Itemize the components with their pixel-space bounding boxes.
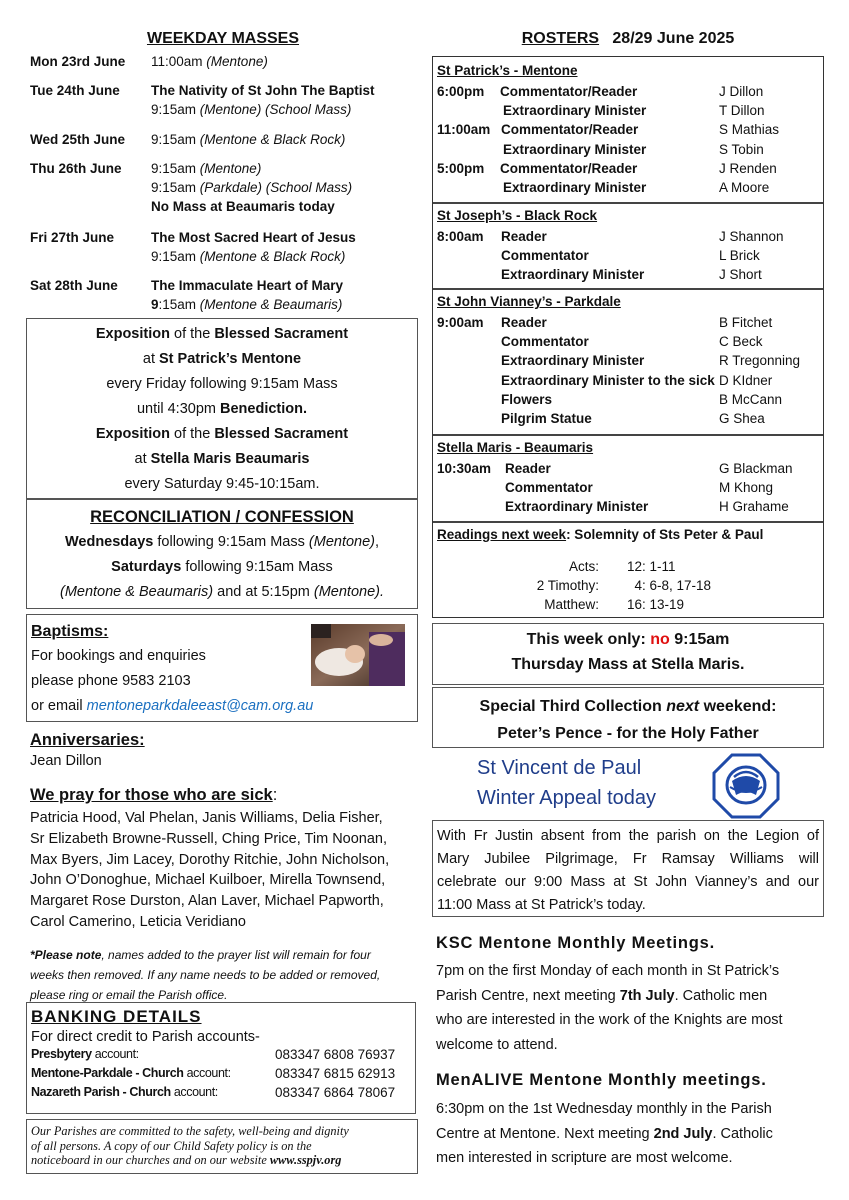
- ksc-date: 7th July: [619, 987, 675, 1004]
- roster-role: Flowers: [501, 391, 553, 407]
- reconciliation-loc-3: (Mentone).: [313, 584, 384, 600]
- mass-location: (Mentone): [199, 161, 262, 176]
- mass-day: Mon 23rd June: [30, 54, 126, 69]
- bank-account-suffix: account:: [170, 1085, 218, 1099]
- mass-line: [151, 130, 345, 149]
- roster-role: Extraordinary Minister: [501, 267, 645, 283]
- reconciliation-text-3: and at 5:15pm: [213, 584, 314, 600]
- roster-divider: [433, 288, 823, 290]
- note-line-1: , names added to the prayer list will remain for four: [101, 948, 371, 962]
- ksc-line-2a: Parish Centre, next meeting: [436, 987, 620, 1004]
- sick-colon: :: [272, 786, 278, 804]
- mass-day: Tue 24th June: [30, 83, 120, 98]
- baptisms-email-link[interactable]: mentoneparkdaleeast@cam.org.au: [86, 698, 314, 714]
- mass-line: [151, 197, 352, 216]
- roster-time: 5:00pm: [437, 160, 485, 176]
- collection-b: weekend:: [699, 698, 777, 715]
- ksc-title: KSC Mentone Monthly Meetings.: [436, 934, 715, 952]
- roster-role: Extraordinary Minister: [503, 141, 647, 157]
- mass-location: (Mentone) (School Mass): [199, 102, 352, 117]
- safety-box: [26, 1119, 418, 1174]
- mass-feast: The Immaculate Heart of Mary: [151, 278, 344, 293]
- roster-time: 8:00am: [437, 229, 484, 244]
- mass-line: [151, 276, 343, 295]
- roster-divider: [433, 434, 823, 436]
- roster-name: H Grahame: [719, 499, 789, 515]
- roster-row: [433, 332, 825, 351]
- mass-lines: [151, 159, 352, 216]
- roster-role: Commentator: [501, 334, 589, 350]
- banking-intro: For direct credit to Parish accounts-: [31, 1029, 260, 1045]
- readings-divider: [433, 521, 823, 523]
- bank-account-number: 083347 6864 78067: [275, 1085, 396, 1100]
- note-line-2: weeks then removed. If any name needs to be added or removed,: [30, 968, 381, 982]
- thisweek-line-2: Thursday Mass at Stella Maris.: [511, 656, 745, 673]
- weekday-masses-title: WEEKDAY MASSES: [146, 30, 300, 47]
- mass-time: 9:15am: [151, 102, 200, 117]
- roster-time: 11:00am: [437, 122, 491, 138]
- reconciliation-loc-2: (Mentone & Beaumaris): [59, 584, 214, 600]
- exposition-schedule-1: every Friday following 9:15am Mass: [106, 376, 338, 392]
- exposition-church-1: St Patrick’s Mentone: [159, 351, 302, 367]
- banking-title: BANKING DETAILS: [31, 1007, 202, 1026]
- roster-row: [433, 246, 825, 265]
- sick-title: [30, 786, 277, 805]
- thisweek-b: 9:15am: [669, 631, 730, 648]
- ksc-line-2c: . Catholic men: [674, 987, 768, 1004]
- roster-row: [433, 497, 825, 516]
- mass-feast: The Nativity of St John The Baptist: [151, 83, 375, 98]
- bank-account-label: [31, 1085, 218, 1099]
- exposition-until: until 4:30pm: [136, 401, 220, 417]
- thisweek-a: This week only:: [526, 631, 651, 648]
- svdp-appeal: [477, 753, 656, 813]
- blessed-sacrament-2: Blessed Sacrament: [214, 426, 349, 442]
- roster-row: [433, 390, 825, 409]
- reconciliation-loc-1: (Mentone): [308, 534, 375, 550]
- roster-row: [433, 120, 825, 139]
- roster-row: [433, 409, 825, 428]
- fr-justin-text: [437, 825, 819, 917]
- fr-justin-line: 11:00 Mass at St Patrick’s today.: [437, 897, 646, 913]
- svdp-line-2: Winter Appeal today: [477, 787, 656, 809]
- collection-next: next: [666, 698, 700, 715]
- exposition-box: [26, 318, 418, 499]
- safety-line-2: of all persons. A copy of our Child Safety policy is on the: [31, 1138, 312, 1153]
- menalive-line-2c: . Catholic: [712, 1125, 773, 1142]
- roster-role: Extraordinary Minister: [505, 499, 649, 515]
- roster-role: Commentator/Reader: [500, 160, 638, 176]
- anniversaries-title: Anniversaries:: [30, 731, 145, 749]
- rosters-title-text: ROSTERS: [521, 30, 600, 47]
- baptisms-box: [26, 614, 418, 722]
- bank-account-name: Mentone-Parkdale - Church: [31, 1066, 184, 1080]
- fr-justin-line: celebrate our 9:00 Mass at St John Vianney’s and our: [437, 874, 819, 890]
- baptisms-line-1: For bookings and enquiries: [31, 648, 206, 664]
- roster-role: Commentator: [505, 480, 593, 496]
- roster-time: 10:30am: [437, 461, 492, 476]
- anniversaries-names: Jean Dillon: [30, 753, 102, 769]
- roster-row: [433, 313, 825, 332]
- reconciliation-comma: ,: [375, 534, 380, 550]
- roster-church: St John Vianney’s - Parkdale: [437, 294, 621, 309]
- mass-location: (Mentone): [206, 54, 268, 69]
- menalive-line-3: men interested in scripture are most welcome.: [436, 1150, 733, 1166]
- bank-account-name: Nazareth Parish - Church: [31, 1085, 171, 1099]
- thisweek-box: [432, 623, 824, 685]
- sick-line: Max Byers, Jim Lacey, Dorothy Ritchie, John Nicholson,: [30, 851, 390, 868]
- roster-row: [433, 459, 825, 478]
- collection-line-2: Peter’s Pence - for the Holy Father: [497, 725, 759, 742]
- reconciliation-title: RECONCILIATION / CONFESSION: [90, 508, 354, 526]
- reading-ref: 16: 13-19: [627, 597, 685, 612]
- svdp-logo-icon: [712, 753, 780, 819]
- reading-book: Acts:: [568, 559, 599, 574]
- roster-role: Pilgrim Statue: [501, 411, 592, 426]
- exposition-word: Exposition: [95, 326, 170, 342]
- blessed-sacrament: Blessed Sacrament: [214, 326, 349, 342]
- mass-lines: [151, 130, 345, 149]
- menalive-text: [436, 1097, 826, 1171]
- benediction: Benediction.: [220, 401, 308, 417]
- mass-time: 9:15am: [151, 161, 200, 176]
- roster-name: J Short: [719, 267, 762, 283]
- rosters-title: [430, 30, 826, 48]
- roster-row: [433, 478, 825, 497]
- roster-name: J Shannon: [719, 229, 784, 244]
- roster-name: S Mathias: [719, 122, 780, 138]
- svdp-line-1: St Vincent de Paul: [477, 757, 642, 779]
- mass-location: (Mentone & Black Rock): [199, 132, 346, 147]
- mass-feast: No Mass at Beaumaris today: [151, 199, 335, 214]
- menalive-line-1: 6:30pm on the 1st Wednesday monthly in the Parish: [436, 1101, 772, 1117]
- roster-role: Reader: [501, 229, 547, 244]
- roster-role: Commentator/Reader: [501, 122, 639, 138]
- mass-line: [151, 159, 352, 178]
- roster-row: [433, 159, 825, 178]
- roster-name: G Shea: [719, 411, 765, 426]
- roster-name: J Renden: [719, 160, 777, 176]
- roster-name: C Beck: [719, 334, 763, 350]
- mass-line: [151, 81, 375, 100]
- roster-row: [433, 351, 825, 370]
- roster-time: 9:00am: [437, 315, 484, 330]
- bank-account-number: 083347 6808 76937: [275, 1047, 396, 1062]
- mass-line: [151, 52, 268, 71]
- bank-account-label: [31, 1066, 231, 1080]
- roster-name: B Fitchet: [719, 315, 773, 330]
- rosters-box: [432, 56, 824, 618]
- prayer-list-note: [30, 945, 424, 1005]
- fr-justin-box: [432, 820, 824, 917]
- mass-lines: [151, 276, 343, 314]
- roster-role: Reader: [505, 461, 551, 476]
- fr-justin-line: With Fr Justin absent from the parish on the Legion of: [437, 828, 819, 844]
- safety-line-3: noticeboard in our churches and on our website: [31, 1153, 270, 1167]
- roster-church: St Patrick’s - Mentone: [437, 63, 578, 78]
- roster-name: G Blackman: [719, 461, 793, 476]
- readings-title: : Solemnity of Sts Peter & Paul: [566, 527, 764, 542]
- mass-time: 9:15am: [151, 249, 200, 264]
- roster-row: [433, 140, 825, 159]
- mass-time: :15am: [158, 297, 200, 312]
- saturdays: Saturdays: [111, 559, 182, 575]
- menalive-title: MenALIVE Mentone Monthly meetings.: [436, 1071, 767, 1089]
- menalive-line-2a: Centre at Mentone. Next meeting: [436, 1125, 654, 1142]
- roster-church: Stella Maris - Beaumaris: [437, 440, 594, 455]
- mass-day: Thu 26th June: [30, 161, 122, 176]
- roster-row: [433, 178, 825, 197]
- thisweek-no: no: [650, 631, 670, 648]
- mass-location: (Mentone & Beaumaris): [199, 297, 343, 312]
- reading-book: Matthew:: [544, 597, 599, 612]
- sick-line: Sr Elizabeth Browne-Russell, Ching Price, Tim Noonan,: [30, 830, 388, 847]
- roster-role: Reader: [501, 315, 547, 330]
- roster-divider: [433, 202, 823, 204]
- roster-name: J Dillon: [719, 84, 764, 99]
- roster-name: T Dillon: [719, 103, 765, 119]
- bank-account-label: [31, 1047, 139, 1061]
- roster-role: Extraordinary Minister to the sick: [501, 372, 715, 388]
- mass-lines: [151, 81, 375, 119]
- bank-account-name: Presbytery: [31, 1047, 92, 1061]
- baptisms-or-email: or email: [31, 698, 87, 714]
- banking-accounts: [31, 1045, 415, 1102]
- roster-row: [433, 265, 825, 284]
- website-link[interactable]: www.sspjv.org: [269, 1153, 342, 1167]
- roster-row: [433, 371, 825, 390]
- mass-time: 9:15am: [151, 132, 200, 147]
- baptisms-phone: please phone 9583 2103: [31, 673, 191, 689]
- bank-account-number: 083347 6815 62913: [275, 1066, 396, 1081]
- mass-day: Wed 25th June: [30, 132, 126, 147]
- sick-line: John O’Donoghue, Michael Kuilboer, Mirella Townsend,: [30, 872, 386, 889]
- banking-box: [26, 1002, 416, 1114]
- please-note: *Please note: [30, 948, 102, 962]
- wednesdays: Wednesdays: [64, 534, 154, 550]
- rosters-date: 28/29 June 2025: [612, 30, 735, 47]
- roster-name: M Khong: [719, 480, 774, 496]
- mass-time: 9:15am: [151, 180, 200, 195]
- bank-account-suffix: account:: [183, 1066, 231, 1080]
- bank-account-row: [31, 1064, 415, 1083]
- mass-line: [151, 100, 375, 119]
- roster-name: A Moore: [719, 180, 770, 195]
- roster-name: D KIdner: [719, 372, 773, 388]
- bank-account-row: [31, 1045, 415, 1064]
- reconciliation-box: [26, 499, 418, 609]
- roster-role: Commentator: [501, 248, 589, 264]
- roster-name: B McCann: [719, 391, 783, 407]
- exposition-at-2: at: [134, 451, 151, 467]
- exposition-word-2: Exposition: [95, 426, 170, 442]
- roster-name: R Tregonning: [719, 353, 801, 369]
- sick-line: Patricia Hood, Val Phelan, Janis Williams, Delia Fisher,: [30, 810, 383, 826]
- mass-day: Sat 28th June: [30, 278, 118, 293]
- reconciliation-text-2: following 9:15am Mass: [181, 559, 333, 575]
- mass-line: [151, 247, 356, 266]
- roster-name: L Brick: [719, 248, 760, 264]
- mass-feast: The Most Sacred Heart of Jesus: [151, 230, 356, 245]
- roster-role: Commentator/Reader: [500, 84, 638, 99]
- fr-justin-line: Mary Jubilee Pilgrimage, Fr Ramsay Williams will: [437, 851, 819, 867]
- readings-head: Readings next week: [437, 527, 567, 542]
- exposition-at: at: [142, 351, 160, 367]
- mass-lines: [151, 52, 268, 71]
- mass-line: [151, 228, 356, 247]
- mass-day: Fri 27th June: [30, 230, 115, 245]
- mass-time-prefix: 9: [151, 297, 159, 312]
- mass-time: 11:00am: [151, 54, 207, 69]
- note-line-3: please ring or email the Parish office.: [30, 988, 228, 1002]
- collection-a: Special Third Collection: [479, 698, 667, 715]
- exposition-text-2: of the: [169, 426, 215, 442]
- mass-lines: [151, 228, 356, 266]
- sick-line: Margaret Rose Durston, Alan Laver, Michael Papworth,: [30, 893, 384, 910]
- reconciliation-text-1: following 9:15am Mass: [153, 534, 309, 550]
- roster-church: St Joseph’s - Black Rock: [437, 208, 598, 223]
- ksc-line-3: who are interested in the work of the Knights are most: [436, 1012, 783, 1028]
- roster-name: S Tobin: [719, 141, 764, 157]
- sick-title-text: We pray for those who are sick: [30, 786, 273, 804]
- readings-heading: [437, 527, 763, 542]
- ksc-line-1: 7pm on the first Monday of each month in St Patrick’s: [436, 963, 780, 979]
- baptisms-title: Baptisms:: [31, 623, 109, 640]
- roster-role: Extraordinary Minister: [501, 353, 645, 369]
- roster-time: 6:00pm: [437, 84, 485, 99]
- mass-line: [151, 295, 343, 314]
- reading-ref: 4: 6-8, 17-18: [627, 578, 712, 593]
- exposition-church-2: Stella Maris Beaumaris: [150, 451, 310, 467]
- sick-line: Carol Camerino, Leticia Veridiano: [30, 913, 246, 930]
- reading-ref: 12: 1-11: [627, 559, 676, 574]
- baptism-photo: [311, 624, 405, 686]
- reading-book: 2 Timothy:: [536, 578, 599, 593]
- sick-list: [30, 808, 424, 933]
- exposition-text: of the: [169, 326, 215, 342]
- ksc-line-4: welcome to attend.: [436, 1036, 558, 1053]
- ksc-text: [436, 959, 826, 1057]
- roster-row: [433, 82, 825, 101]
- mass-location: (Parkdale) (School Mass): [199, 180, 353, 195]
- roster-role: Extraordinary Minister: [503, 180, 647, 195]
- exposition-schedule-2: every Saturday 9:45-10:15am.: [124, 476, 320, 492]
- roster-role: Extraordinary Minister: [503, 103, 647, 119]
- collection-box: [432, 687, 824, 748]
- roster-row: [433, 101, 825, 120]
- mass-location: (Mentone & Black Rock): [199, 249, 346, 264]
- roster-row: [433, 227, 825, 246]
- bank-account-suffix: account:: [91, 1047, 139, 1061]
- menalive-date: 2nd July: [653, 1125, 713, 1142]
- mass-line: [151, 178, 352, 197]
- bank-account-row: [31, 1083, 415, 1102]
- safety-line-1: Our Parishes are committed to the safety, well-being and dignity: [31, 1124, 349, 1138]
